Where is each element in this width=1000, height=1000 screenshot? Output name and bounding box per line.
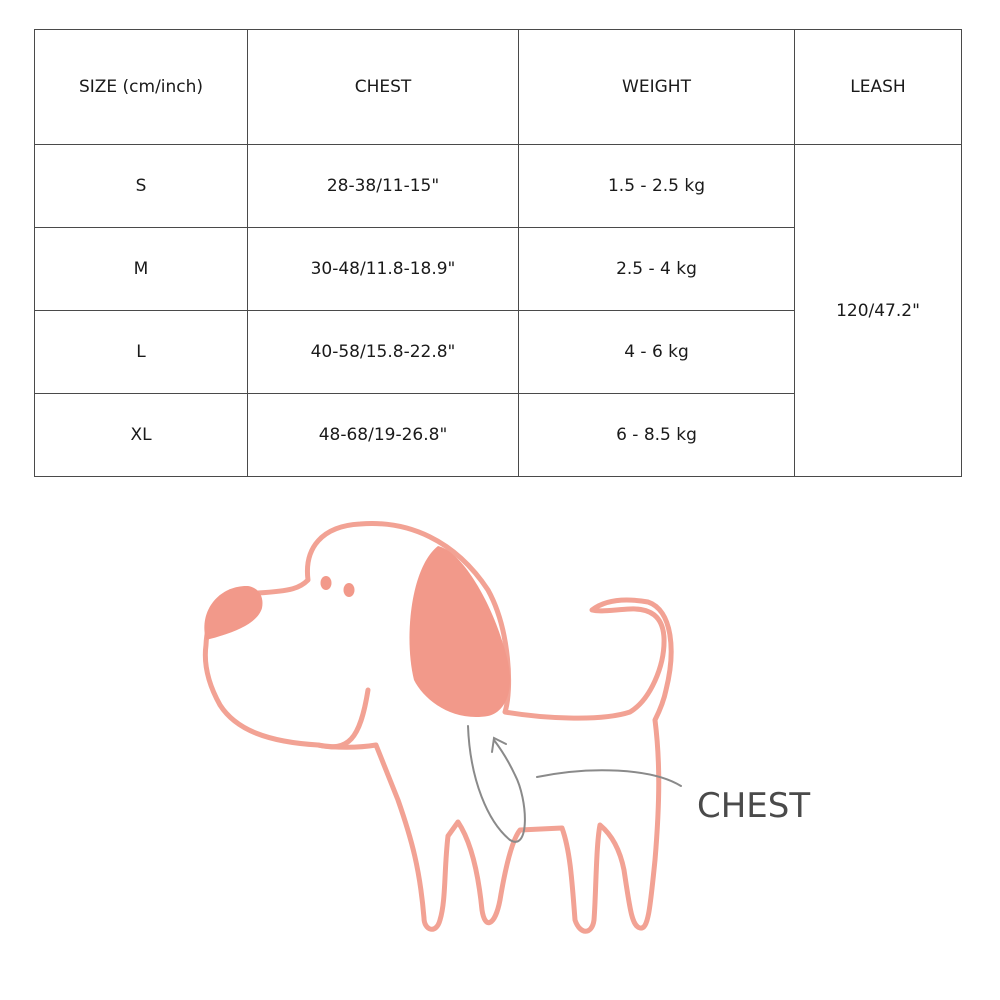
dog-eye-icon	[321, 576, 332, 590]
header-chest: CHEST	[248, 30, 519, 145]
chest-measure-line	[468, 726, 525, 842]
size-cell: M	[35, 228, 248, 311]
dog-nose-icon	[204, 586, 262, 640]
weight-cell: 6 - 8.5 kg	[519, 394, 795, 477]
chest-label: CHEST	[697, 786, 811, 826]
header-weight: WEIGHT	[519, 30, 795, 145]
size-cell: S	[35, 145, 248, 228]
header-size: SIZE (cm/inch)	[35, 30, 248, 145]
dog-ear-icon	[409, 546, 509, 717]
dog-chin	[318, 690, 368, 747]
weight-cell: 2.5 - 4 kg	[519, 228, 795, 311]
size-cell: L	[35, 311, 248, 394]
chest-cell: 30-48/11.8-18.9"	[248, 228, 519, 311]
size-cell: XL	[35, 394, 248, 477]
chest-cell: 48-68/19-26.8"	[248, 394, 519, 477]
weight-cell: 1.5 - 2.5 kg	[519, 145, 795, 228]
chest-arrow-icon	[492, 738, 506, 752]
chest-cell: 40-58/15.8-22.8"	[248, 311, 519, 394]
chest-cell: 28-38/11-15"	[248, 145, 519, 228]
weight-cell: 4 - 6 kg	[519, 311, 795, 394]
leash-cell: 120/47.2"	[795, 145, 962, 477]
dog-eye-icon	[344, 583, 355, 597]
header-leash: LEASH	[795, 30, 962, 145]
